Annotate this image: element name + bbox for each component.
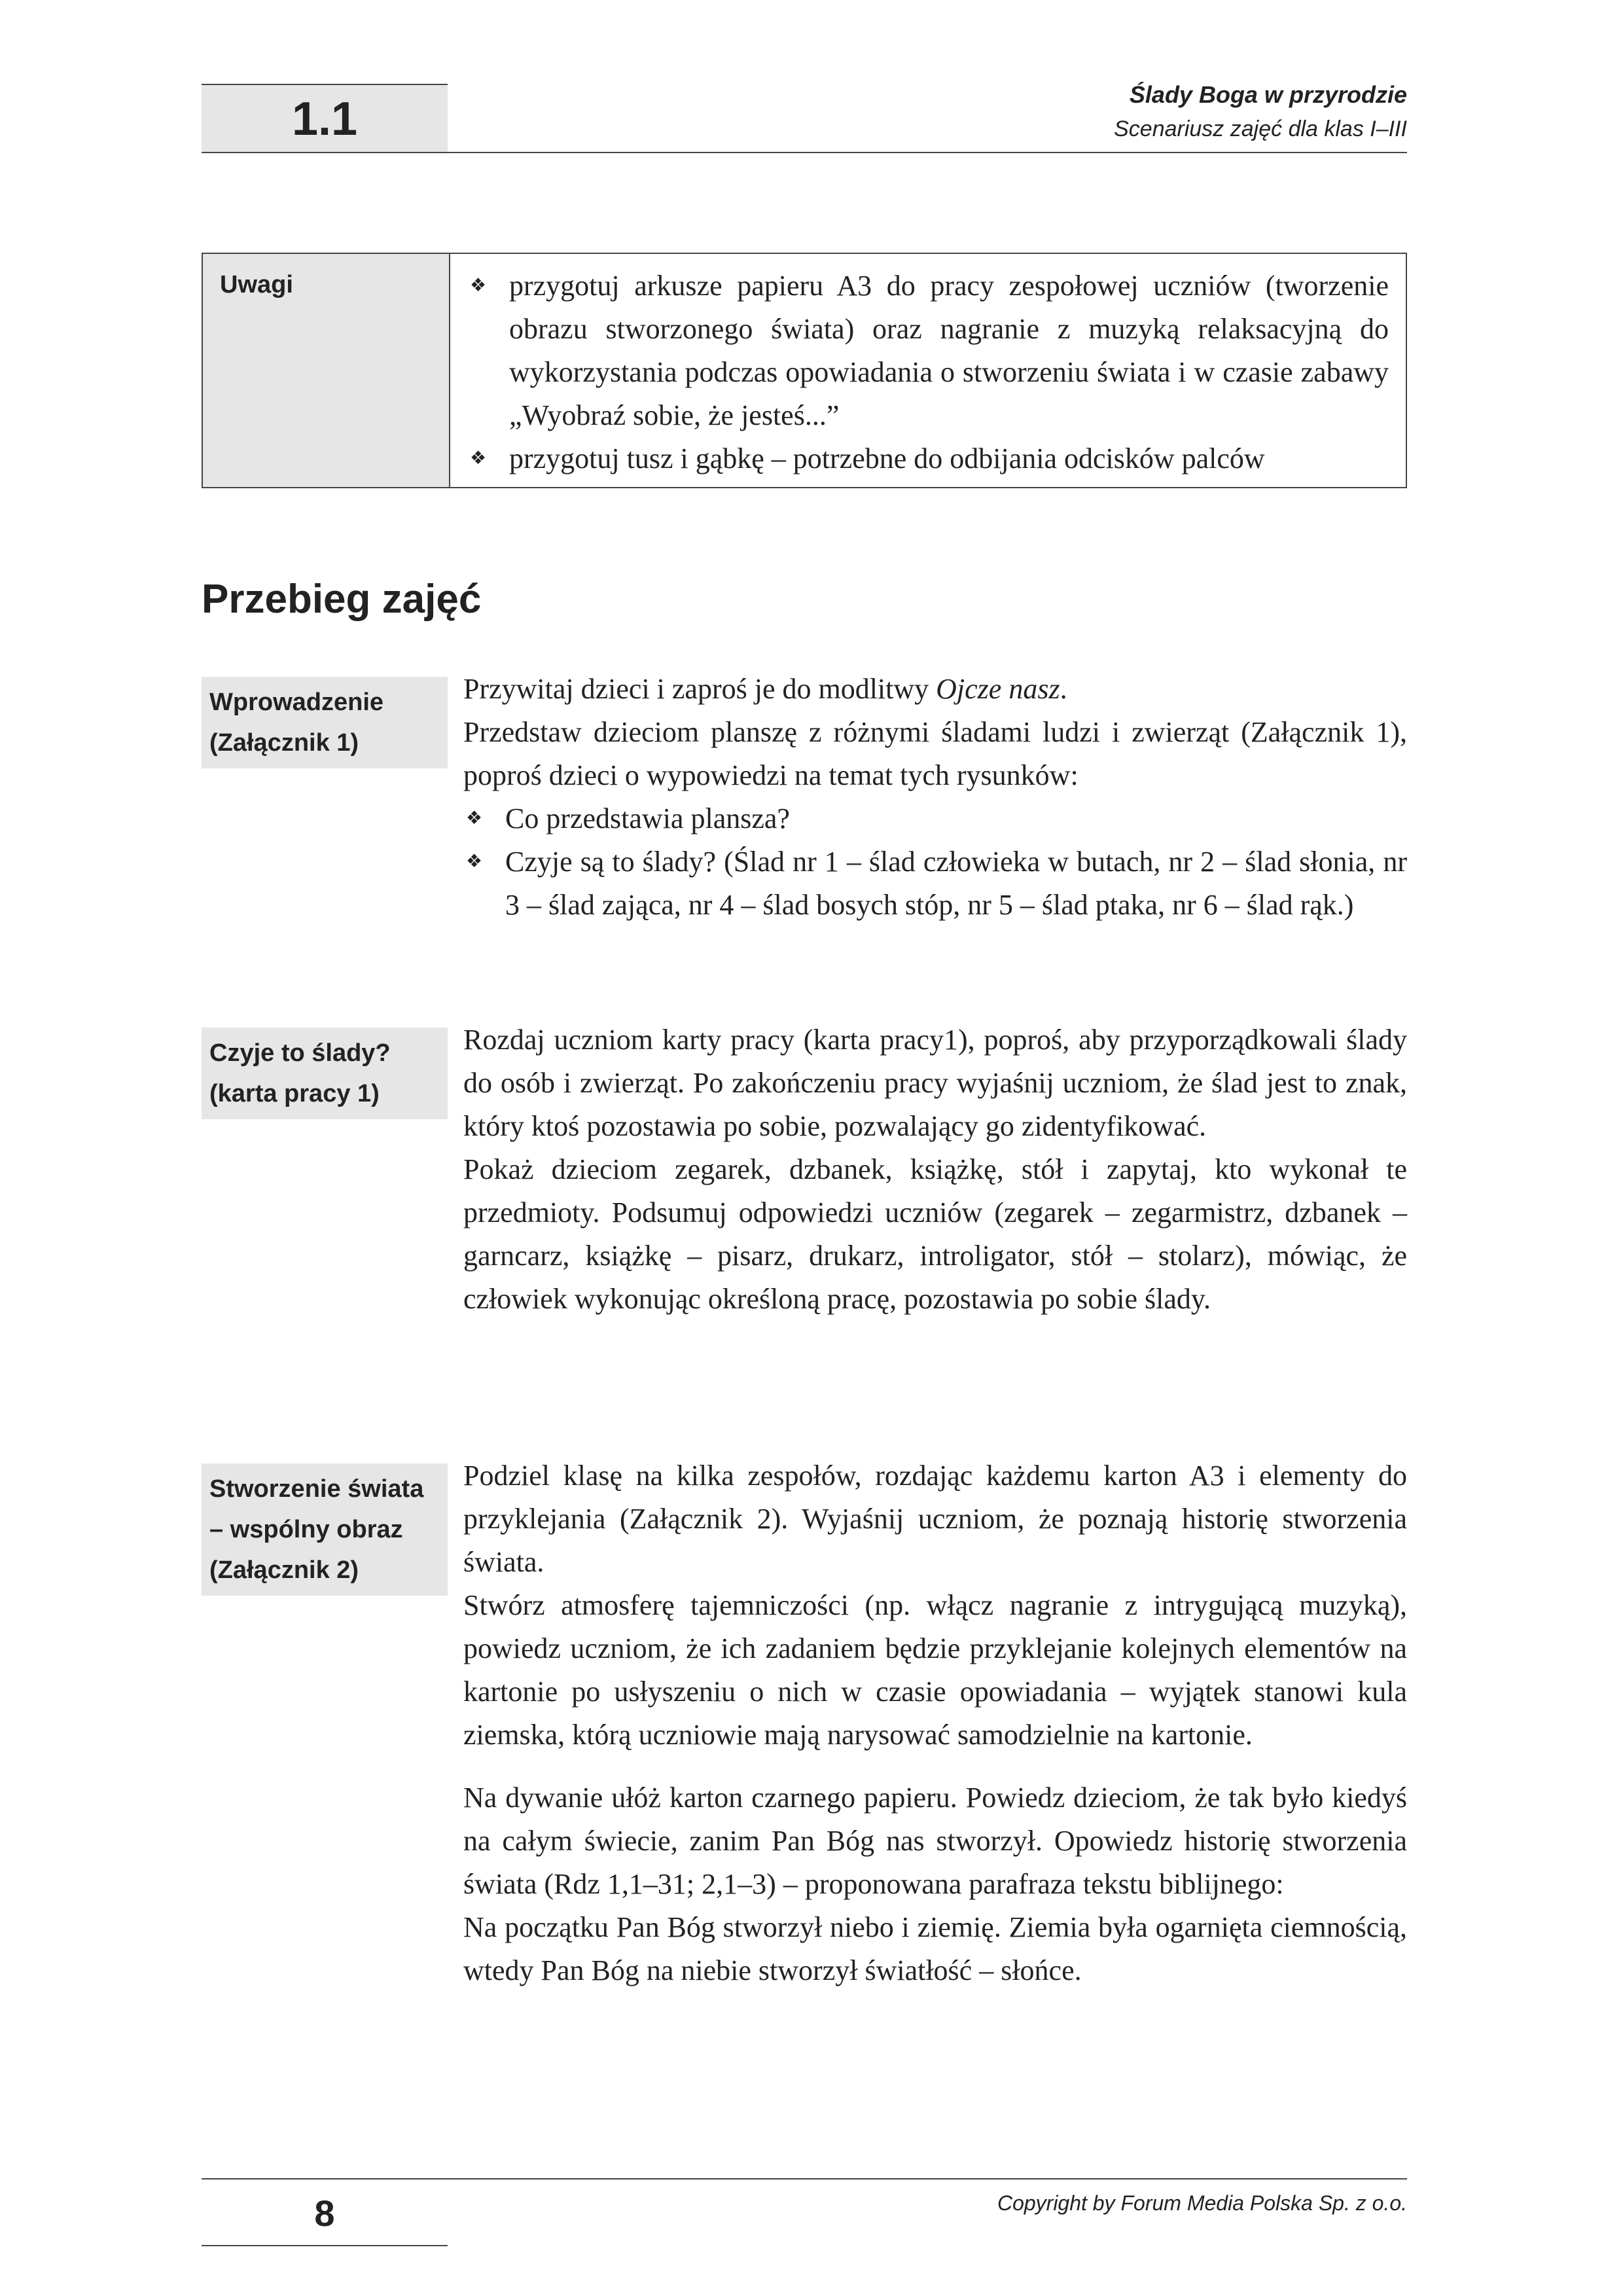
paragraph: Pokaż dzieciom zegarek, dzbanek, książkę, stół i zapytaj, kto wykonał te przedmioty. Podsumuj odpowiedzi uczniów (zegarek – zegarmistrz, dzbanek – garncarz, książkę – pisarz, drukarz, introligator, stół – stolarz), mówiąc, że człowiek wykonując określoną pracę, pozostawia po sobie ślady.	[463, 1153, 1407, 1315]
header-title: Ślady Boga w przyrodzie	[1129, 81, 1407, 108]
notes-item-text: przygotuj arkusze papieru A3 do pracy zespołowej uczniów (tworzenie obrazu stworzonego świata) oraz nagranie z muzyką relaksacyjną do wykorzystania podczas opowiadania o stworzeniu świata i w czasie zabawy „Wyobraź sobie, że jesteś...”	[509, 270, 1389, 431]
row-label-introduction	[202, 677, 448, 768]
row-label-line: Czyje to ślady?	[209, 1039, 391, 1067]
paragraph: Przedstaw dzieciom planszę z różnymi śladami ludzi i zwierząt (Załącznik 1), poproś dzieci o wypowiedzi na temat tych rysunków:	[463, 716, 1407, 791]
paragraph	[463, 668, 1407, 711]
header-subtitle: Scenariusz zajęć dla klas I–III	[1114, 117, 1407, 141]
paragraph: Na początku Pan Bóg stworzył niebo i ziemię. Ziemia była ogarnięta ciemnością, wtedy Pan Bóg na niebie stworzył światłość – słońce.	[463, 1911, 1407, 1986]
notes-table	[202, 253, 1407, 488]
row-label-creation	[202, 1463, 448, 1596]
page-number: 8	[202, 2181, 448, 2246]
chapter-number: 1.1	[202, 84, 448, 153]
paragraph: Stwórz atmosferę tajemniczości (np. włącz nagranie z intrygującą muzyką), powiedz uczniom, że ich zadaniem będzie przyklejanie kolejnych elementów na kartonie po usłyszeniu o nich w czasie opowiadania – wyjątek stanowi kula ziemska, którą uczniowie mają narysować samodzielnie na kartonie.	[463, 1589, 1407, 1751]
paragraph-text: .	[1060, 673, 1067, 705]
notes-content	[450, 254, 1406, 487]
prayer-title: Ojcze nasz	[936, 673, 1060, 705]
diamond-bullet-icon: ❖	[470, 448, 487, 469]
row-body-introduction	[463, 668, 1407, 927]
paragraph: Rozdaj uczniom karty pracy (karta pracy1), poproś, aby przyporządkowali ślady do osób i zwierząt. Po zakończeniu pracy wyjaśnij uczniom, że ślad jest to znak, który ktoś pozostawia po sobie, pozwalający go zidentyfikować.	[463, 1024, 1407, 1142]
notes-label: Uwagi	[203, 254, 450, 487]
header-divider	[202, 152, 1407, 153]
footer-divider	[202, 2178, 1407, 2179]
diamond-bullet-icon: ❖	[470, 276, 487, 296]
list-item-text: Co przedstawia plansza?	[505, 802, 790, 834]
diamond-bullet-icon: ❖	[466, 852, 483, 872]
diamond-bullet-icon: ❖	[466, 808, 483, 829]
row-body-creation	[463, 1454, 1407, 1992]
notes-item-text: przygotuj tusz i gąbkę – potrzebne do odbijania odcisków palców	[509, 442, 1265, 475]
copyright-notice: Copyright by Forum Media Polska Sp. z o.o.	[997, 2191, 1407, 2215]
row-label-line: (Załącznik 2)	[209, 1556, 359, 1584]
notes-item	[467, 264, 1389, 437]
row-label-whose-tracks	[202, 1028, 448, 1119]
row-label-line: (karta pracy 1)	[209, 1080, 380, 1107]
paragraph: Podziel klasę na kilka zespołów, rozdając każdemu karton A3 i elementy do przyklejania (Załącznik 2). Wyjaśnij uczniom, że poznają historię stworzenia świata.	[463, 1460, 1407, 1578]
row-label-line: (Załącznik 1)	[209, 729, 359, 757]
row-body-whose-tracks	[463, 1018, 1407, 1321]
row-label-line: Wprowadzenie	[209, 689, 384, 716]
row-label-line: Stworzenie świata	[209, 1475, 424, 1503]
list-item	[463, 797, 1407, 840]
row-label-line: – wspólny obraz	[209, 1516, 403, 1543]
list-item	[463, 840, 1407, 927]
paragraph-text: Przywitaj dzieci i zaproś je do modlitwy	[463, 673, 936, 705]
list-item-text: Czyje są to ślady? (Ślad nr 1 – ślad człowieka w butach, nr 2 – ślad słonia, nr 3 – ślad zająca, nr 4 – ślad bosych stóp, nr 5 – ślad ptaka, nr 6 – ślad rąk.)	[505, 846, 1407, 921]
notes-item	[467, 437, 1389, 480]
section-heading: Przebieg zajęć	[202, 577, 482, 622]
paragraph: Na dywanie ułóż karton czarnego papieru. Powiedz dzieciom, że tak było kiedyś na całym świecie, zanim Pan Bóg nas stworzył. Opowiedz historię stworzenia świata (Rdz 1,1–31; 2,1–3) – proponowana parafraza tekstu biblijnego:	[463, 1782, 1407, 1900]
running-header	[1114, 77, 1407, 145]
